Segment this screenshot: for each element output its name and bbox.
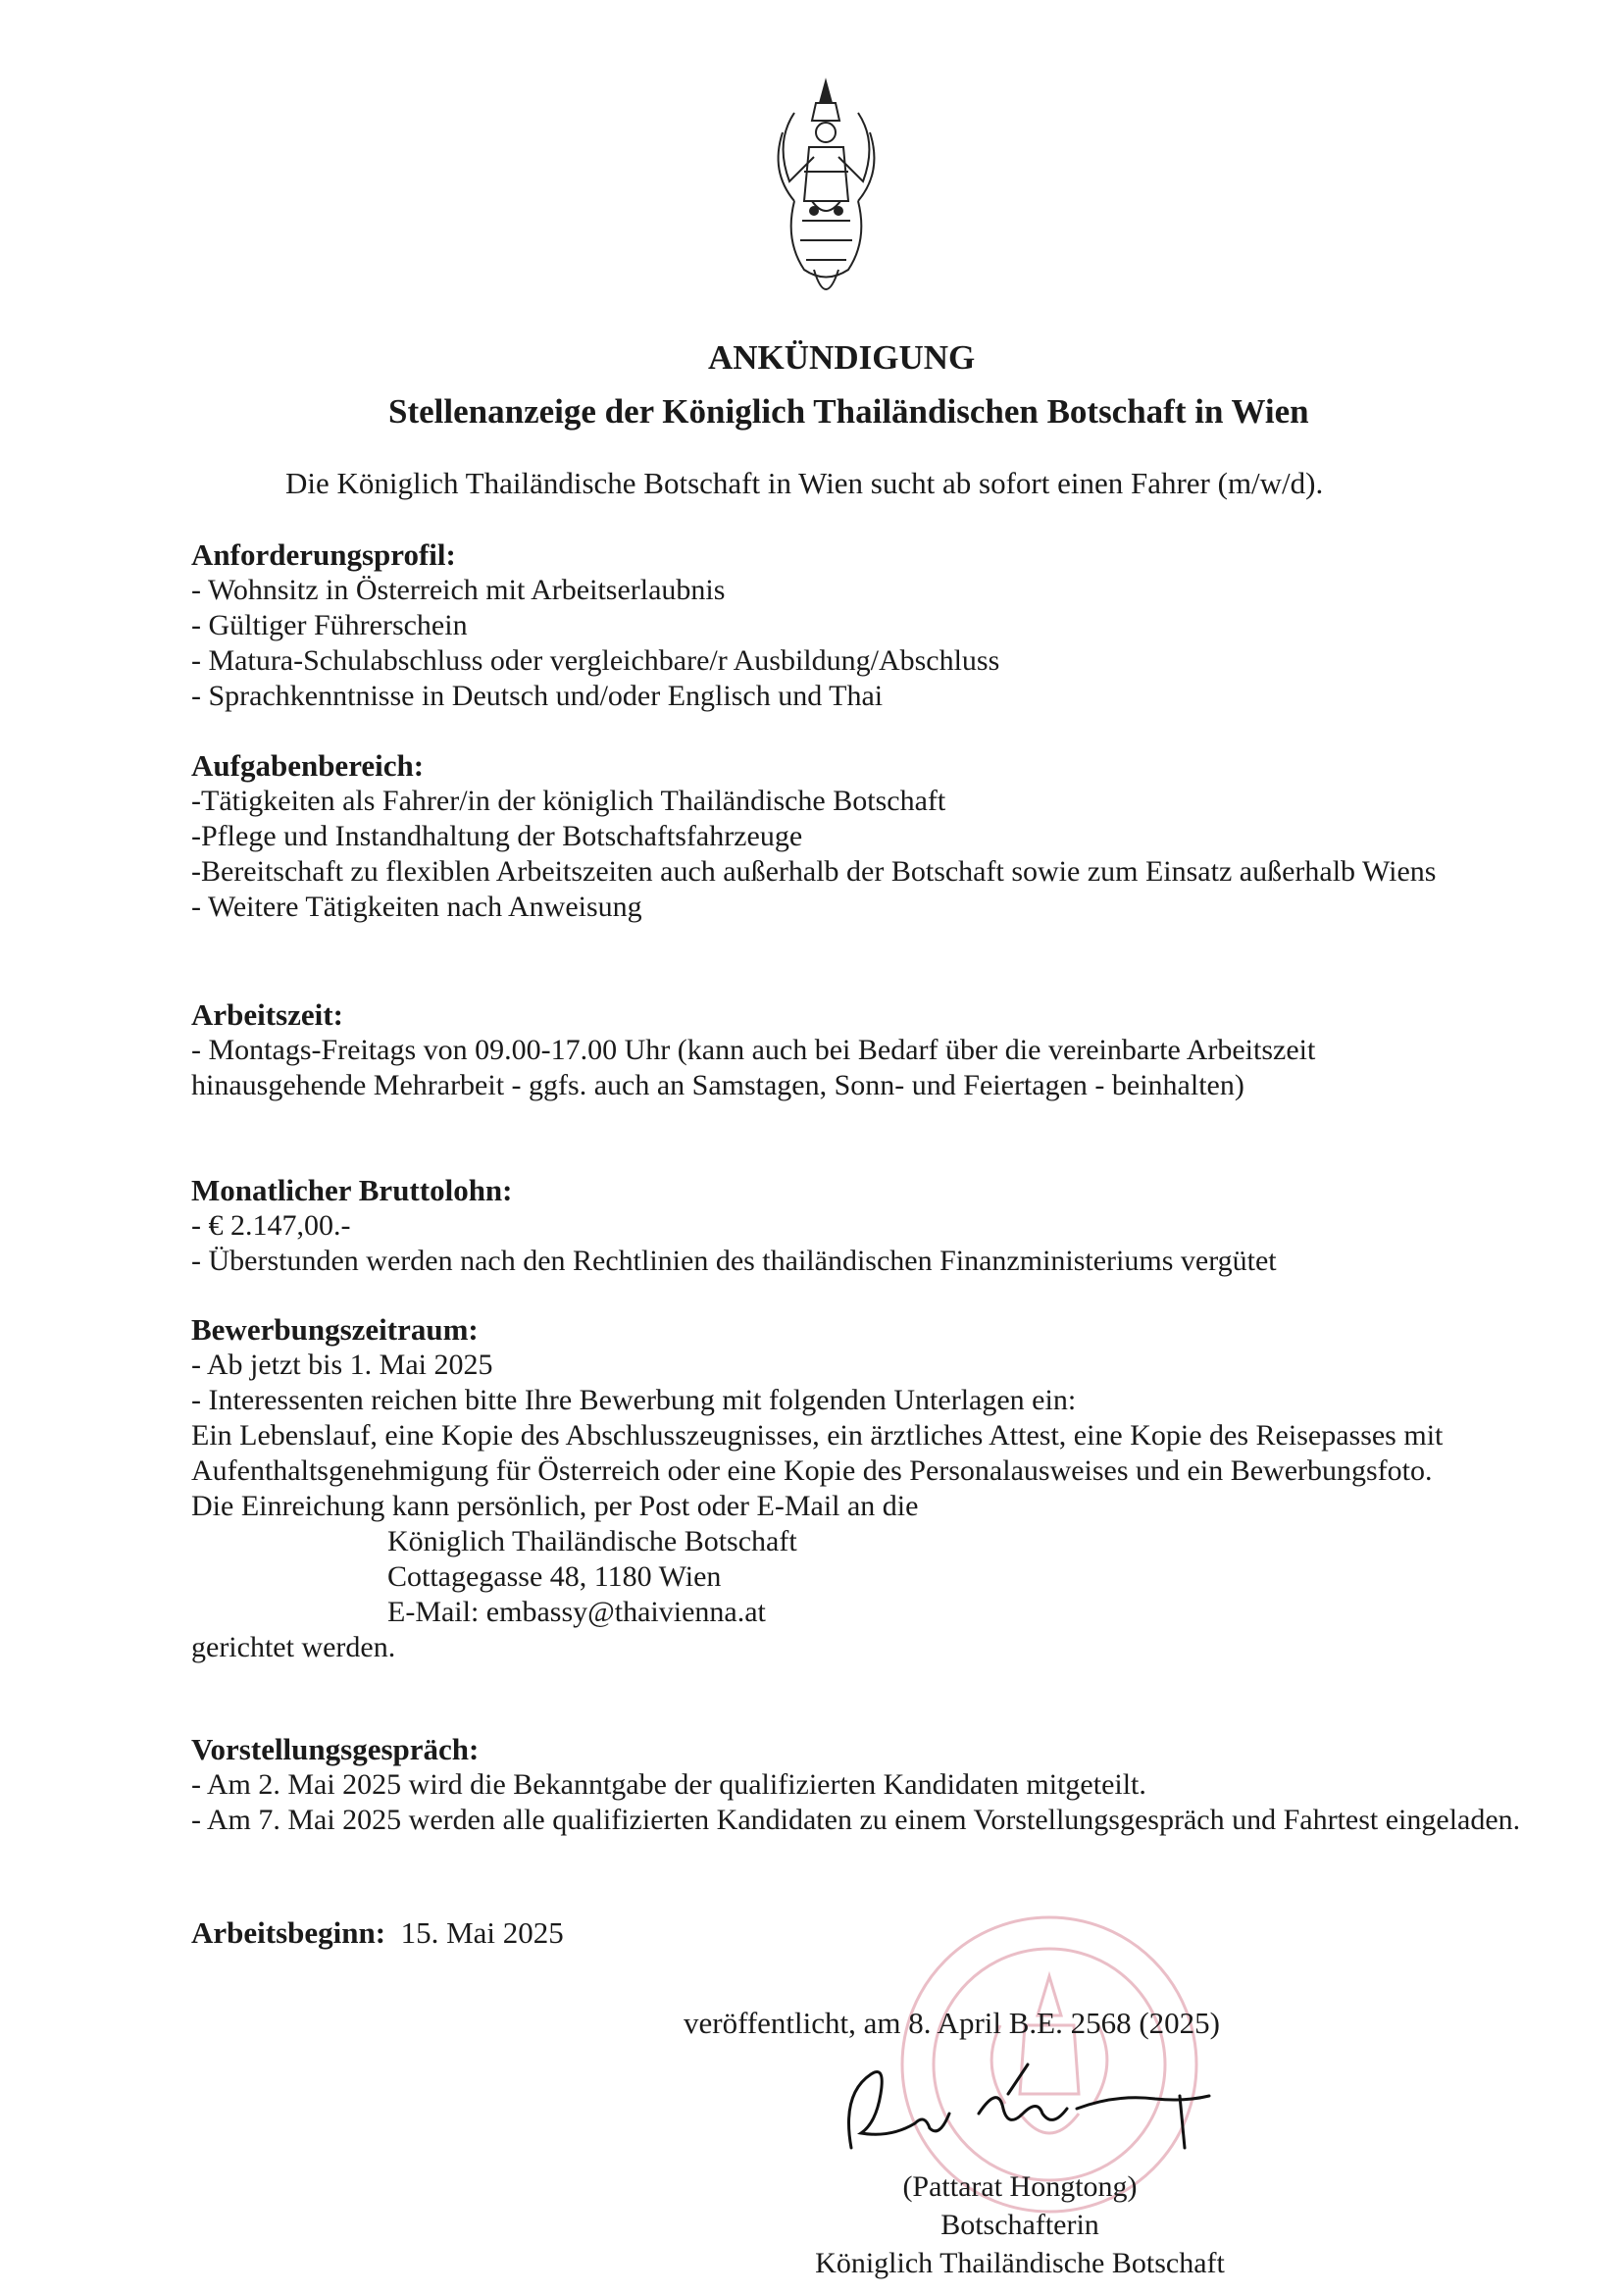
list-item: - Überstunden werden nach den Rechtlinien des thailändischen Finanzministeriums vergütet (191, 1245, 1277, 1277)
section-heading: Bewerbungszeitraum: (191, 1312, 479, 1347)
section-vorstellungsgespraech (191, 1732, 1545, 1838)
list-item: -Pflege und Instandhaltung der Botschaftsfahrzeuge (191, 820, 803, 852)
section-heading: Vorstellungsgespräch: (191, 1732, 480, 1766)
list-item: -Bereitschaft zu flexiblen Arbeitszeiten auch außerhalb der Botschaft sowie zum Einsatz außerhalb Wiens (191, 855, 1437, 888)
signature-block (765, 2167, 1275, 2282)
list-item: - Matura-Schulabschluss oder vergleichbare/r Ausbildung/Abschluss (191, 644, 1000, 677)
signatory-organization: Königlich Thailändische Botschaft (815, 2247, 1225, 2279)
section-anforderungsprofil (191, 537, 1545, 714)
publication-date: veröffentlicht, am 8. April B.E. 2568 (2025) (684, 2006, 1220, 2040)
list-item: - Weitere Tätigkeiten nach Anweisung (191, 891, 642, 923)
section-aufgabenbereich (191, 748, 1545, 925)
page-subtitle: Stellenanzeige der Königlich Thailändischen Botschaft in Wien (388, 392, 1309, 431)
section-heading: Arbeitszeit: (191, 997, 343, 1032)
garuda-emblem-icon (765, 74, 888, 319)
page-title: ANKÜNDIGUNG (708, 338, 976, 377)
list-item: - Interessenten reichen bitte Ihre Bewerbung mit folgenden Unterlagen ein: (191, 1384, 1077, 1416)
section-arbeitsbeginn (191, 1915, 564, 1951)
signatory-title: Botschafterin (940, 2209, 1099, 2241)
paragraph: Ein Lebenslauf, eine Kopie des Abschlusszeugnisses, ein ärztliches Attest, eine Kopie des Reisepasses mit Aufenthaltsgenehmigung für Österreich oder eine Kopie des Personalausweises und ein Bewerbungsfoto. (191, 1419, 1444, 1487)
signature-icon (832, 2055, 1224, 2163)
email-link[interactable]: E-Mail: embassy@thaivienna.at (387, 1596, 766, 1628)
section-bewerbungszeitraum (191, 1312, 1545, 1665)
section-bruttolohn (191, 1173, 1545, 1279)
address-line: Cottagegasse 48, 1180 Wien (387, 1560, 722, 1593)
list-item: - Am 2. Mai 2025 wird die Bekanntgabe der qualifizierten Kandidaten mitgeteilt. (191, 1768, 1146, 1801)
list-item: - Wohnsitz in Österreich mit Arbeitserlaubnis (191, 574, 726, 606)
paragraph: Die Einreichung kann persönlich, per Post oder E-Mail an die (191, 1490, 919, 1522)
section-heading: Monatlicher Bruttolohn: (191, 1173, 513, 1207)
address-line: Königlich Thailändische Botschaft (387, 1525, 797, 1557)
section-arbeitszeit (191, 997, 1545, 1103)
paragraph: - Montags-Freitags von 09.00-17.00 Uhr (kann auch bei Bedarf über die vereinbarte Arbeitszeit hinausgehende Mehrarbeit - ggfs. auch an Samstagen, Sonn- und Feiertagen - beinhalten) (191, 1034, 1316, 1101)
list-item: - Sprachkenntnisse in Deutsch und/oder Englisch und Thai (191, 680, 884, 712)
signatory-name: (Pattarat Hongtong) (902, 2170, 1138, 2203)
list-item: - Am 7. Mai 2025 werden alle qualifizierten Kandidaten zu einem Vorstellungsgespräch und Fahrtest eingeladen. (191, 1804, 1521, 1836)
paragraph: gerichtet werden. (191, 1631, 396, 1663)
section-heading: Arbeitsbeginn: (191, 1915, 386, 1950)
list-item: -Tätigkeiten als Fahrer/in der königlich Thailändische Botschaft (191, 785, 946, 817)
list-item: - Gültiger Führerschein (191, 609, 468, 641)
salary-value: - € 2.147,00.- (191, 1209, 351, 1242)
list-item: - Ab jetzt bis 1. Mai 2025 (191, 1349, 493, 1381)
section-heading: Aufgabenbereich: (191, 748, 425, 783)
intro-text: Die Königlich Thailändische Botschaft in Wien sucht ab sofort einen Fahrer (m/w/d). (285, 466, 1324, 500)
section-heading: Anforderungsprofil: (191, 537, 456, 572)
start-date: 15. Mai 2025 (400, 1915, 564, 1950)
